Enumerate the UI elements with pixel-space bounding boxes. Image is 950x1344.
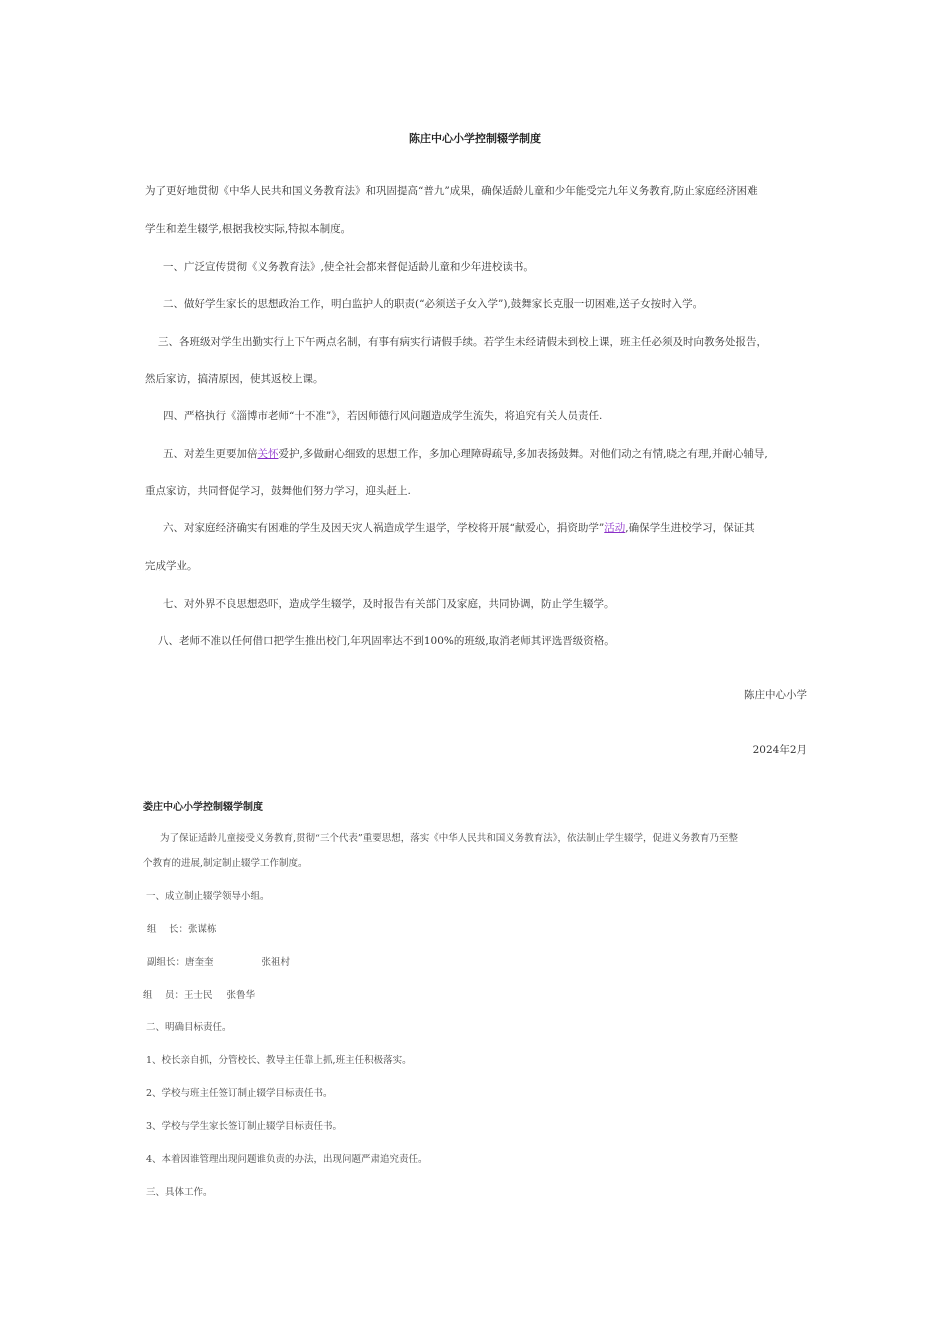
doc1-item2: 二、做好学生家长的思想政治工作，明白监护人的职责(“必须送子女入学”),鼓舞家长克服一切困难,送子女按时入学。 <box>163 298 704 310</box>
doc2-section3: 三、具体工作。 <box>146 1187 213 1198</box>
member-name-2: 张鲁华 <box>226 990 256 1001</box>
doc1-title: 陈庄中心小学控制辍学制度 <box>409 132 541 145</box>
activity-link[interactable]: 活动 <box>604 522 626 534</box>
leader-row <box>147 921 217 935</box>
doc1-item6-pre: 六、对家庭经济确实有困难的学生及因天灾人祸造成学生退学，学校将开展“献爱心，捐资助学” <box>163 522 605 534</box>
doc1-item3-line1: 三、各班级对学生出勤实行上下午两点名制，有事有病实行请假手续。若学生未经请假未到校上课，班主任必须及时向教务处报告， <box>158 336 767 348</box>
doc2-intro-line2: 个教育的进展,制定制止辍学工作制度。 <box>143 858 308 869</box>
doc1-item5-line1 <box>163 446 768 461</box>
doc2-intro-line1: 为了保证适龄儿童接受义务教育,贯彻“三个代表”重要思想，落实《中华人民共和国义务教育法》，依法制止学生辍学，促进义务教育乃至整 <box>160 833 738 844</box>
member-name-1: 王士民 <box>184 990 213 1001</box>
doc1-item6-line1 <box>163 520 755 535</box>
doc1-item3-line2: 然后家访，搞清原因，使其返校上课。 <box>145 373 324 385</box>
doc1-item6-line2: 完成学业。 <box>145 560 198 572</box>
doc2-rule2: 2、学校与班主任签订制止辍学目标责任书。 <box>146 1088 333 1099</box>
doc2-rule1: 1、校长亲自抓，分管校长、教导主任靠上抓,班主任积极落实。 <box>146 1055 412 1066</box>
doc1-item5-post: 爱护,多做耐心细致的思想工作，多加心理障碍疏导,多加表扬鼓舞。对他们动之有情,晓之有理,并耐心辅导, <box>278 448 768 460</box>
leader-name: 张谋栋 <box>188 924 217 935</box>
doc2-section2: 二、明确目标责任。 <box>146 1022 232 1033</box>
doc1-item4: 四、严格执行《淄博市老师“十不准”》，若因师德行风问题造成学生流失，将追究有关人员责任. <box>163 410 603 422</box>
doc1-item8: 八、老师不准以任何借口把学生推出校门,年巩固率达不到100%的班级,取消老师其评选晋级资格。 <box>158 635 615 647</box>
doc1-item5-line2: 重点家访，共同督促学习，鼓舞他们努力学习，迎头赶上. <box>145 485 411 497</box>
member-label: 组 员： <box>143 990 185 1001</box>
doc1-signature: 陈庄中心小学 <box>744 689 807 701</box>
doc1-item7: 七、对外界不良思想恐吓，造成学生辍学，及时报告有关部门及家庭，共同协调，防止学生辍学。 <box>163 598 615 610</box>
care-link[interactable]: 关怀 <box>257 448 279 460</box>
doc2-title: 娄庄中心小学控制辍学制度 <box>143 802 263 813</box>
vice-label: 副组长： <box>147 957 186 968</box>
doc1-date: 2024年2月 <box>752 744 807 756</box>
vice-name-2: 张祖村 <box>261 957 291 968</box>
doc1-item6-post: ,确保学生进校学习，保证其 <box>625 522 755 534</box>
doc1-item5-pre: 五、对差生更要加倍 <box>163 448 258 460</box>
vice-name-1: 唐奎奎 <box>185 957 214 968</box>
doc2-section1: 一、成立制止辍学领导小组。 <box>146 891 270 902</box>
leader-label: 组 长： <box>147 924 189 935</box>
doc1-intro-line1: 为了更好地贯彻《中华人民共和国义务教育法》和巩固提高“普九”成果，确保适龄儿童和少年能受完九年义务教育,防止家庭经济困难 <box>145 185 758 197</box>
doc1-intro-line2: 学生和差生辍学,根据我校实际,特拟本制度。 <box>145 223 352 235</box>
doc2-rule4: 4、本着因谁管理出现问题谁负责的办法，出现问题严肃追究责任。 <box>146 1154 428 1165</box>
member-row <box>143 987 255 1001</box>
doc1-item1: 一、广泛宣传贯彻《义务教育法》,使全社会都来督促适龄儿童和少年进校读书。 <box>163 261 534 273</box>
doc2-rule3: 3、学校与学生家长签订制止辍学目标责任书。 <box>146 1121 343 1132</box>
vice-leader-row <box>147 954 290 968</box>
